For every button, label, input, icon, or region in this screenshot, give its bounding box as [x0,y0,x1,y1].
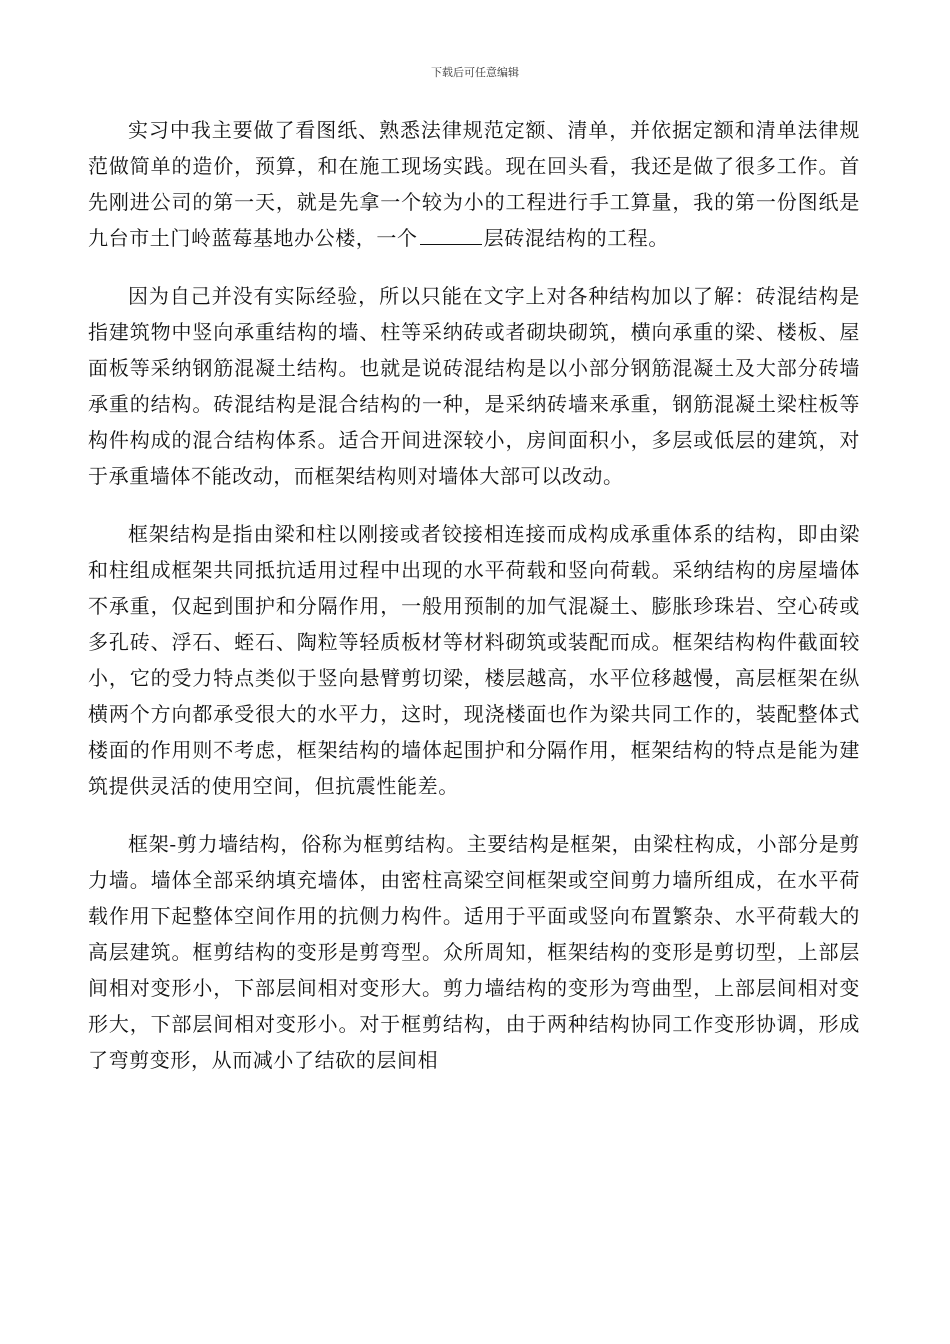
fill-in-blank [420,226,482,245]
paragraph-text: 实习中我主要做了看图纸、熟悉法律规范定额、清单，并依据定额和清单法律规范做简单的造价，预算，和在施工现场实践。现在回头看，我还是做了很多工作。首先刚进公司的第一天，就是先拿一个较为小的工程进行手工算量，我的第一份图纸是九台市土门岭蓝莓基地办公楼，一个 [88,118,860,250]
paragraph-frame-structure: 框架结构是指由梁和柱以刚接或者铰接相连接而成构成承重体系的结构，即由梁和柱组成框架共同抵抗适用过程中出现的水平荷载和竖向荷载。采纳结构的房屋墙体不承重，仅起到围护和分隔作用，一般用预制的加气混凝土、膨胀珍珠岩、空心砖或多孔砖、浮石、蛭石、陶粒等轻质板材等材料砌筑或装配而成。框架结构构件截面较小，它的受力特点类似于竖向悬臂剪切梁，楼层越高，水平位移越慢，高层框架在纵横两个方向都承受很大的水平力，这时，现浇楼面也作为梁共同工作的，装配整体式楼面的作用则不考虑，框架结构的墙体起围护和分隔作用，框架结构的特点是能为建筑提供灵活的使用空间，但抗震性能差。 [88,522,860,798]
paragraph-masonry-structure: 因为自己并没有实际经验，所以只能在文字上对各种结构加以了解：砖混结构是指建筑物中竖向承重结构的墙、柱等采纳砖或者砌块砌筑，横向承重的梁、楼板、屋面板等采纳钢筋混凝土结构。也就是说砖混结构是以小部分钢筋混凝土及大部分砖墙承重的结构。砖混结构是混合结构的一种，是采纳砖墙来承重，钢筋混凝土梁柱板等构件构成的混合结构体系。适合开间进深较小，房间面积小，多层或低层的建筑，对于承重墙体不能改动，而框架结构则对墙体大部可以改动。 [88,284,860,488]
document-body [88,112,860,1100]
paragraph-frame-shear-wall: 框架-剪力墙结构，俗称为框剪结构。主要结构是框架，由梁柱构成，小部分是剪力墙。墙体全部采纳填充墙体，由密柱高梁空间框架或空间剪力墙所组成，在水平荷载作用下起整体空间作用的抗侧力构件。适用于平面或竖向布置繁杂、水平荷载大的高层建筑。框剪结构的变形是剪弯型。众所周知，框架结构的变形是剪切型，上部层间相对变形小，下部层间相对变形大。剪力墙结构的变形为弯曲型，上部层间相对变形大，下部层间相对变形小。对于框剪结构，由于两种结构协同工作变形协调，形成了弯剪变形，从而减小了结砍的层间相 [88,832,860,1072]
page-header: 下载后可任意编辑 [431,66,519,79]
paragraph-text: 层砖混结构的工程。 [483,226,670,250]
paragraph-internship [88,112,860,256]
